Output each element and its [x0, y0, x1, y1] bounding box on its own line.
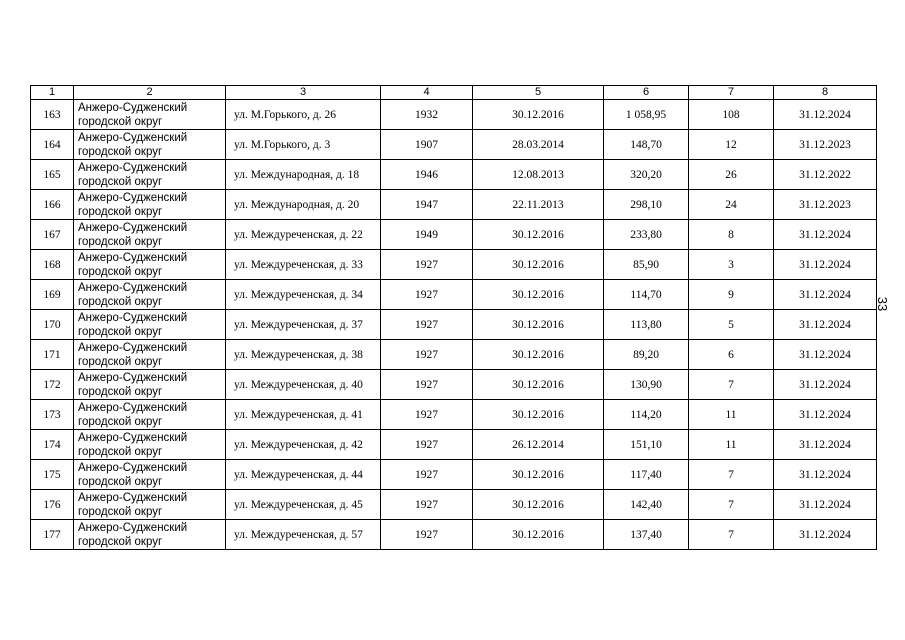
table-row: [31, 100, 877, 130]
municipality-cell: Анжеро-Судженский городской округ: [74, 250, 226, 280]
row-number-cell: 170: [31, 310, 74, 340]
area-cell: 114,70: [604, 280, 689, 310]
area-cell: 137,40: [604, 520, 689, 550]
area-cell: 130,90: [604, 370, 689, 400]
municipality-cell: Анжеро-Судженский городской округ: [74, 220, 226, 250]
residents-cell: 26: [689, 160, 774, 190]
area-cell: 142,40: [604, 490, 689, 520]
address-cell: ул. Международная, д. 18: [226, 160, 381, 190]
area-cell: 148,70: [604, 130, 689, 160]
recognition-date-cell: 30.12.2016: [473, 370, 604, 400]
year-built-cell: 1927: [381, 370, 473, 400]
year-built-cell: 1927: [381, 460, 473, 490]
row-number-cell: 163: [31, 100, 74, 130]
area-cell: 233,80: [604, 220, 689, 250]
year-built-cell: 1949: [381, 220, 473, 250]
resettlement-deadline-cell: 31.12.2024: [774, 400, 877, 430]
page-number: 33: [875, 296, 890, 312]
municipality-cell: Анжеро-Судженский городской округ: [74, 430, 226, 460]
address-cell: ул. Международная, д. 20: [226, 190, 381, 220]
municipality-cell: Анжеро-Судженский городской округ: [74, 280, 226, 310]
residents-cell: 7: [689, 490, 774, 520]
municipality-cell: Анжеро-Судженский городской округ: [74, 160, 226, 190]
area-cell: 117,40: [604, 460, 689, 490]
table-row: [31, 160, 877, 190]
address-cell: ул. Междуреченская, д. 40: [226, 370, 381, 400]
col-header-4: 4: [381, 86, 473, 100]
recognition-date-cell: 30.12.2016: [473, 280, 604, 310]
residents-cell: 8: [689, 220, 774, 250]
recognition-date-cell: 22.11.2013: [473, 190, 604, 220]
year-built-cell: 1927: [381, 400, 473, 430]
resettlement-deadline-cell: 31.12.2024: [774, 370, 877, 400]
municipality-cell: Анжеро-Судженский городской округ: [74, 490, 226, 520]
table-row: [31, 130, 877, 160]
year-built-cell: 1927: [381, 490, 473, 520]
row-number-cell: 172: [31, 370, 74, 400]
year-built-cell: 1927: [381, 280, 473, 310]
resettlement-deadline-cell: 31.12.2022: [774, 160, 877, 190]
table-row: [31, 310, 877, 340]
housing-register-table: [30, 85, 877, 550]
table-row: [31, 400, 877, 430]
address-cell: ул. Междуреченская, д. 45: [226, 490, 381, 520]
recognition-date-cell: 30.12.2016: [473, 460, 604, 490]
resettlement-deadline-cell: 31.12.2024: [774, 460, 877, 490]
col-header-3: 3: [226, 86, 381, 100]
residents-cell: 9: [689, 280, 774, 310]
col-header-2: 2: [74, 86, 226, 100]
table-row: [31, 250, 877, 280]
residents-cell: 11: [689, 430, 774, 460]
row-number-cell: 168: [31, 250, 74, 280]
recognition-date-cell: 30.12.2016: [473, 520, 604, 550]
col-header-5: 5: [473, 86, 604, 100]
recognition-date-cell: 26.12.2014: [473, 430, 604, 460]
resettlement-deadline-cell: 31.12.2023: [774, 130, 877, 160]
row-number-cell: 171: [31, 340, 74, 370]
year-built-cell: 1927: [381, 520, 473, 550]
area-cell: 89,20: [604, 340, 689, 370]
row-number-cell: 167: [31, 220, 74, 250]
municipality-cell: Анжеро-Судженский городской округ: [74, 190, 226, 220]
recognition-date-cell: 28.03.2014: [473, 130, 604, 160]
table-row: [31, 190, 877, 220]
year-built-cell: 1927: [381, 250, 473, 280]
address-cell: ул. Междуреченская, д. 37: [226, 310, 381, 340]
col-header-8: 8: [774, 86, 877, 100]
residents-cell: 108: [689, 100, 774, 130]
resettlement-deadline-cell: 31.12.2024: [774, 100, 877, 130]
col-header-1: 1: [31, 86, 74, 100]
resettlement-deadline-cell: 31.12.2024: [774, 490, 877, 520]
area-cell: 151,10: [604, 430, 689, 460]
col-header-7: 7: [689, 86, 774, 100]
address-cell: ул. Междуреченская, д. 44: [226, 460, 381, 490]
address-cell: ул. Междуреченская, д. 34: [226, 280, 381, 310]
address-cell: ул. Междуреченская, д. 33: [226, 250, 381, 280]
table-row: [31, 340, 877, 370]
residents-cell: 24: [689, 190, 774, 220]
table-body: [31, 86, 877, 550]
resettlement-deadline-cell: 31.12.2023: [774, 190, 877, 220]
address-cell: ул. М.Горького, д. 3: [226, 130, 381, 160]
row-number-cell: 177: [31, 520, 74, 550]
residents-cell: 3: [689, 250, 774, 280]
municipality-cell: Анжеро-Судженский городской округ: [74, 340, 226, 370]
table-row: [31, 460, 877, 490]
column-number-header-row: [31, 86, 877, 100]
year-built-cell: 1927: [381, 430, 473, 460]
row-number-cell: 169: [31, 280, 74, 310]
resettlement-deadline-cell: 31.12.2024: [774, 220, 877, 250]
row-number-cell: 166: [31, 190, 74, 220]
area-cell: 85,90: [604, 250, 689, 280]
residents-cell: 6: [689, 340, 774, 370]
address-cell: ул. Междуреченская, д. 41: [226, 400, 381, 430]
recognition-date-cell: 30.12.2016: [473, 100, 604, 130]
area-cell: 1 058,95: [604, 100, 689, 130]
recognition-date-cell: 30.12.2016: [473, 310, 604, 340]
area-cell: 114,20: [604, 400, 689, 430]
row-number-cell: 175: [31, 460, 74, 490]
area-cell: 113,80: [604, 310, 689, 340]
residents-cell: 7: [689, 370, 774, 400]
recognition-date-cell: 30.12.2016: [473, 400, 604, 430]
row-number-cell: 165: [31, 160, 74, 190]
municipality-cell: Анжеро-Судженский городской округ: [74, 460, 226, 490]
row-number-cell: 176: [31, 490, 74, 520]
row-number-cell: 173: [31, 400, 74, 430]
area-cell: 298,10: [604, 190, 689, 220]
residents-cell: 5: [689, 310, 774, 340]
address-cell: ул. Междуреченская, д. 38: [226, 340, 381, 370]
year-built-cell: 1907: [381, 130, 473, 160]
resettlement-deadline-cell: 31.12.2024: [774, 340, 877, 370]
recognition-date-cell: 30.12.2016: [473, 490, 604, 520]
resettlement-deadline-cell: 31.12.2024: [774, 250, 877, 280]
col-header-6: 6: [604, 86, 689, 100]
residents-cell: 11: [689, 400, 774, 430]
row-number-cell: 164: [31, 130, 74, 160]
resettlement-deadline-cell: 31.12.2024: [774, 310, 877, 340]
municipality-cell: Анжеро-Судженский городской округ: [74, 370, 226, 400]
municipality-cell: Анжеро-Судженский городской округ: [74, 310, 226, 340]
address-cell: ул. М.Горького, д. 26: [226, 100, 381, 130]
table-row: [31, 370, 877, 400]
year-built-cell: 1927: [381, 310, 473, 340]
recognition-date-cell: 12.08.2013: [473, 160, 604, 190]
residents-cell: 7: [689, 520, 774, 550]
address-cell: ул. Междуреченская, д. 22: [226, 220, 381, 250]
municipality-cell: Анжеро-Судженский городской округ: [74, 400, 226, 430]
year-built-cell: 1946: [381, 160, 473, 190]
recognition-date-cell: 30.12.2016: [473, 250, 604, 280]
table-row: [31, 220, 877, 250]
table-row: [31, 520, 877, 550]
residents-cell: 12: [689, 130, 774, 160]
resettlement-deadline-cell: 31.12.2024: [774, 520, 877, 550]
year-built-cell: 1947: [381, 190, 473, 220]
table-row: [31, 430, 877, 460]
resettlement-deadline-cell: 31.12.2024: [774, 280, 877, 310]
municipality-cell: Анжеро-Судженский городской округ: [74, 130, 226, 160]
recognition-date-cell: 30.12.2016: [473, 340, 604, 370]
recognition-date-cell: 30.12.2016: [473, 220, 604, 250]
year-built-cell: 1932: [381, 100, 473, 130]
address-cell: ул. Междуреченская, д. 42: [226, 430, 381, 460]
resettlement-deadline-cell: 31.12.2024: [774, 430, 877, 460]
table-row: [31, 490, 877, 520]
address-cell: ул. Междуреченская, д. 57: [226, 520, 381, 550]
area-cell: 320,20: [604, 160, 689, 190]
residents-cell: 7: [689, 460, 774, 490]
municipality-cell: Анжеро-Судженский городской округ: [74, 520, 226, 550]
year-built-cell: 1927: [381, 340, 473, 370]
table-row: [31, 280, 877, 310]
municipality-cell: Анжеро-Судженский городской округ: [74, 100, 226, 130]
row-number-cell: 174: [31, 430, 74, 460]
